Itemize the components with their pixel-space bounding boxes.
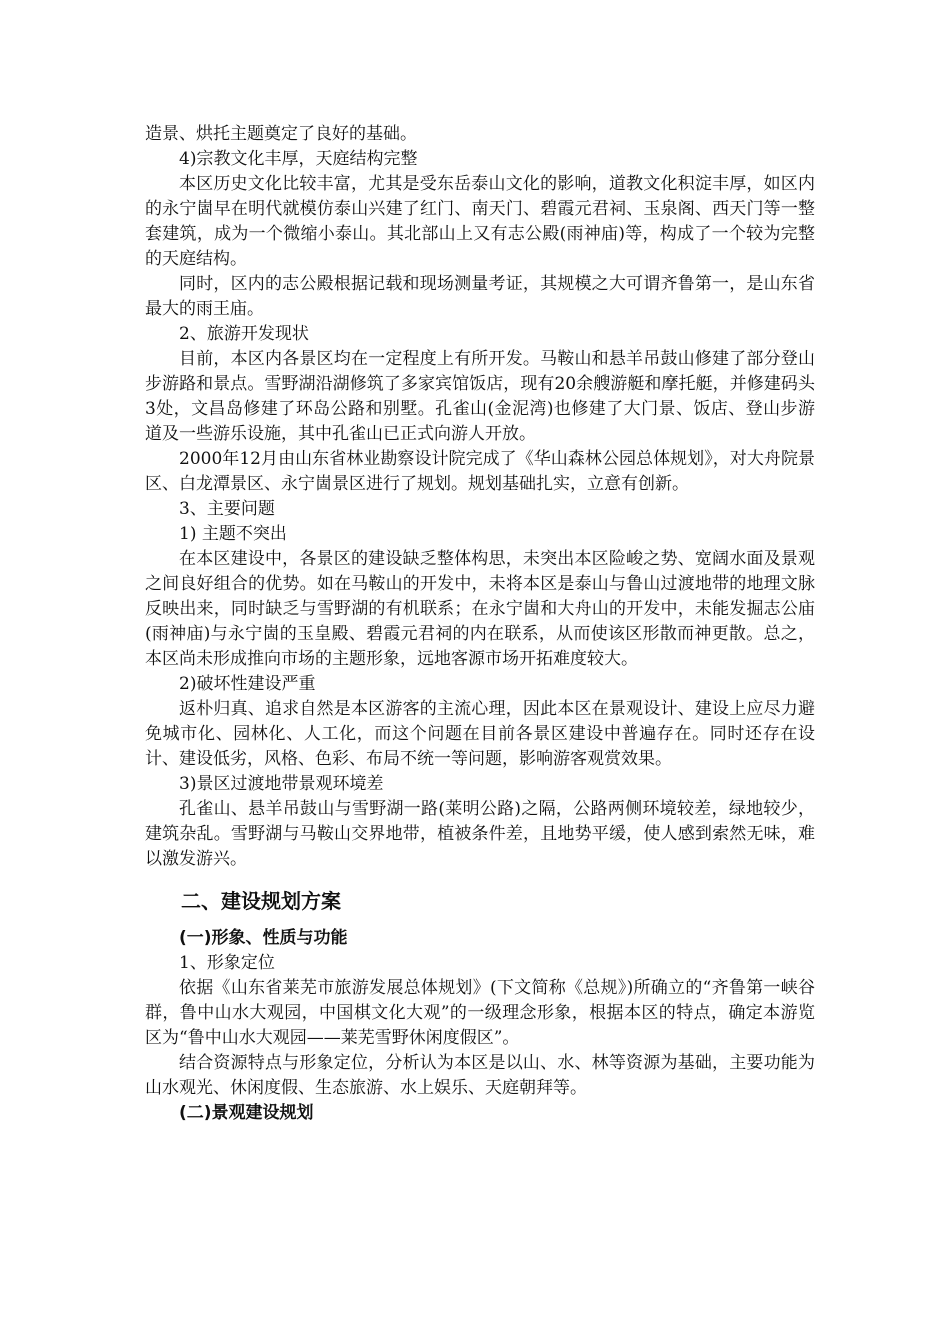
paragraph: 依据《山东省莱芜市旅游发展总体规划》(下文简称《总规》)所确立的“齐鲁第一峡谷群，鲁中山水大观园，中国棋文化大观”的一级理念形象，根据本区的特点，确定本游览区为“鲁中山水大观园——莱芜雪野休闲度假区”。 — [145, 978, 815, 1048]
section-heading: 二、建设规划方案 — [181, 889, 341, 913]
paragraph: 结合资源特点与形象定位，分析认为本区是以山、水、林等资源为基础，主要功能为山水观光、休闲度假、生态旅游、水上娱乐、天庭朝拜等。 — [145, 1053, 815, 1098]
subheading: 2、旅游开发现状 — [179, 324, 309, 344]
subheading: 1) 主题不突出 — [179, 524, 287, 544]
subheading: 4)宗教文化丰厚，天庭结构完整 — [179, 149, 418, 169]
subsection-heading: (二)景观建设规划 — [179, 1103, 314, 1123]
paragraph: 目前，本区内各景区均在一定程度上有所开发。马鞍山和悬羊吊鼓山修建了部分登山步游路和景点。雪野湖沿湖修筑了多家宾馆饭店，现有20余艘游艇和摩托艇，并修建码头3处，文昌岛修建了环岛公路和别墅。孔雀山(金泥湾)也修建了大门景、饭店、登山步游道及一些游乐设施，其中孔雀山已正式向游人开放。 — [145, 349, 815, 444]
paragraph: 在本区建设中，各景区的建设缺乏整体构思，未突出本区险峻之势、宽阔水面及景观之间良好组合的优势。如在马鞍山的开发中，未将本区是泰山与鲁山过渡地带的地理文脉反映出来，同时缺乏与雪野湖的有机联系；在永宁崮和大舟山的开发中，未能发掘志公庙(雨神庙)与永宁崮的玉皇殿、碧霞元君祠的内在联系，从而使该区形散而神更散。总之，本区尚未形成推向市场的主题形象，远地客源市场开拓难度较大。 — [145, 549, 815, 669]
paragraph: 2000年12月由山东省林业勘察设计院完成了《华山森林公园总体规划》，对大舟院景区、白龙潭景区、永宁崮景区进行了规划。规划基础扎实，立意有创新。 — [145, 449, 815, 494]
paragraph: 返朴归真、追求自然是本区游客的主流心理，因此本区在景观设计、建设上应尽力避免城市化、园林化、人工化，而这个问题在目前各景区建设中普遍存在。同时还存在设计、建设低劣，风格、色彩、布局不统一等问题，影响游客观赏效果。 — [145, 699, 815, 769]
subheading: 2)破坏性建设严重 — [179, 674, 316, 694]
paragraph: 造景、烘托主题奠定了良好的基础。 — [145, 124, 417, 144]
document-page — [145, 122, 815, 1126]
subheading: 3、主要问题 — [179, 499, 275, 519]
subsection-heading: (一)形象、性质与功能 — [179, 928, 348, 948]
subheading: 3)景区过渡地带景观环境差 — [179, 774, 384, 794]
paragraph: 本区历史文化比较丰富，尤其是受东岳泰山文化的影响，道教文化积淀丰厚，如区内的永宁崮早在明代就模仿泰山兴建了红门、南天门、碧霞元君祠、玉泉阁、西天门等一整套建筑，成为一个微缩小泰山。其北部山上又有志公殿(雨神庙)等，构成了一个较为完整的天庭结构。 — [145, 174, 815, 269]
paragraph: 同时，区内的志公殿根据记载和现场测量考证，其规模之大可谓齐鲁第一，是山东省最大的雨王庙。 — [145, 274, 815, 319]
paragraph: 孔雀山、悬羊吊鼓山与雪野湖一路(莱明公路)之隔，公路两侧环境较差，绿地较少，建筑杂乱。雪野湖与马鞍山交界地带，植被条件差，且地势平缓，使人感到索然无味，难以激发游兴。 — [145, 799, 815, 869]
subheading: 1、形象定位 — [179, 953, 275, 973]
